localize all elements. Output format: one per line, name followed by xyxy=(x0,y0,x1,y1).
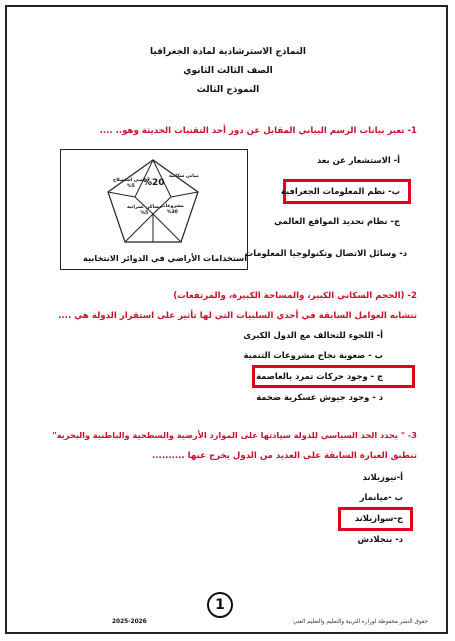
question-3-line1: 3- " يحدد الحد السياسي للدولة سيادتها على الموارد الأرضية والسطحية والباطنية والبحرية" xyxy=(52,430,417,440)
pentagon-chart xyxy=(61,152,246,252)
diagram-center-value: %20 xyxy=(143,178,165,188)
footer-rights: حقوق النشر محفوظة لوزارة التربية والتعليم والتعليم الفني xyxy=(292,619,428,625)
q2-option-d[interactable]: د - وجود جيوش عسكرية ضخمة xyxy=(256,392,383,402)
q2-option-b[interactable]: ب - صعوبة نجاح مشروعات التنمية xyxy=(243,350,383,360)
diagram-top-left: أراضي استصلاح %5 xyxy=(113,178,149,189)
question-2-line1: 2- (الحجم السكاني الكبير، والمساحة الكبيرة، والمرتفعات) xyxy=(173,291,417,301)
diagram-caption: استخدامات الأراضي في الدوائر الانتخابية xyxy=(83,253,248,263)
header-title: النماذج الاسترشادية لمادة الجغرافيا xyxy=(149,47,307,57)
question-2-line2: تتشابه العوامل السابقة في أحدي السلبيات التي لها تأثير على استقرار الدولة هي .... xyxy=(58,311,417,321)
land-use-diagram xyxy=(60,149,248,270)
q3-option-d[interactable]: د- بنجلادش xyxy=(357,534,403,544)
q3-option-c[interactable]: ج-سوازيلاند xyxy=(354,513,403,523)
question-1-text: 1- تعبر بيانات الرسم البياني المقابل عن دور أحد التقنيات الحديثة وهو.. .... xyxy=(99,126,417,136)
diagram-bottom-right: مشروعات %30 xyxy=(161,204,184,215)
footer-year: 2025-2026 xyxy=(112,619,147,625)
header-grade: الصف الثالث الثانوي xyxy=(183,66,273,76)
diagram-bottom-left: مساكن عمرانية %5 xyxy=(127,205,162,216)
question-3-line2: تنطبق العبارة السابقة على العديد من الدول يخرج عنها .......... xyxy=(152,451,417,461)
q3-option-a[interactable]: أ-نيوزيلاند xyxy=(362,472,403,482)
page-number: 1 xyxy=(207,592,233,618)
q1-option-a[interactable]: أ- الاستشعار عن بعد xyxy=(316,155,400,165)
q2-option-c[interactable]: ج - وجود حركات تمرد بالعاصمة xyxy=(256,371,383,381)
q1-option-c[interactable]: ج- نظام تحديد المواقع العالمي xyxy=(274,216,400,226)
q1-option-d[interactable]: د- وسائل الاتصال وتكنولوجيا المعلومات xyxy=(244,248,407,258)
q3-option-b[interactable]: ب -ميانمار xyxy=(359,492,403,502)
q1-option-b[interactable]: ب- نظم المعلومات الجغرافية xyxy=(280,186,400,196)
q2-option-a[interactable]: أ- اللجوء للتحالف مع الدول الكبرى xyxy=(243,330,383,340)
diagram-top-right: مباني سكانية xyxy=(169,174,199,179)
header-model: النموذج الثالث xyxy=(196,85,260,95)
